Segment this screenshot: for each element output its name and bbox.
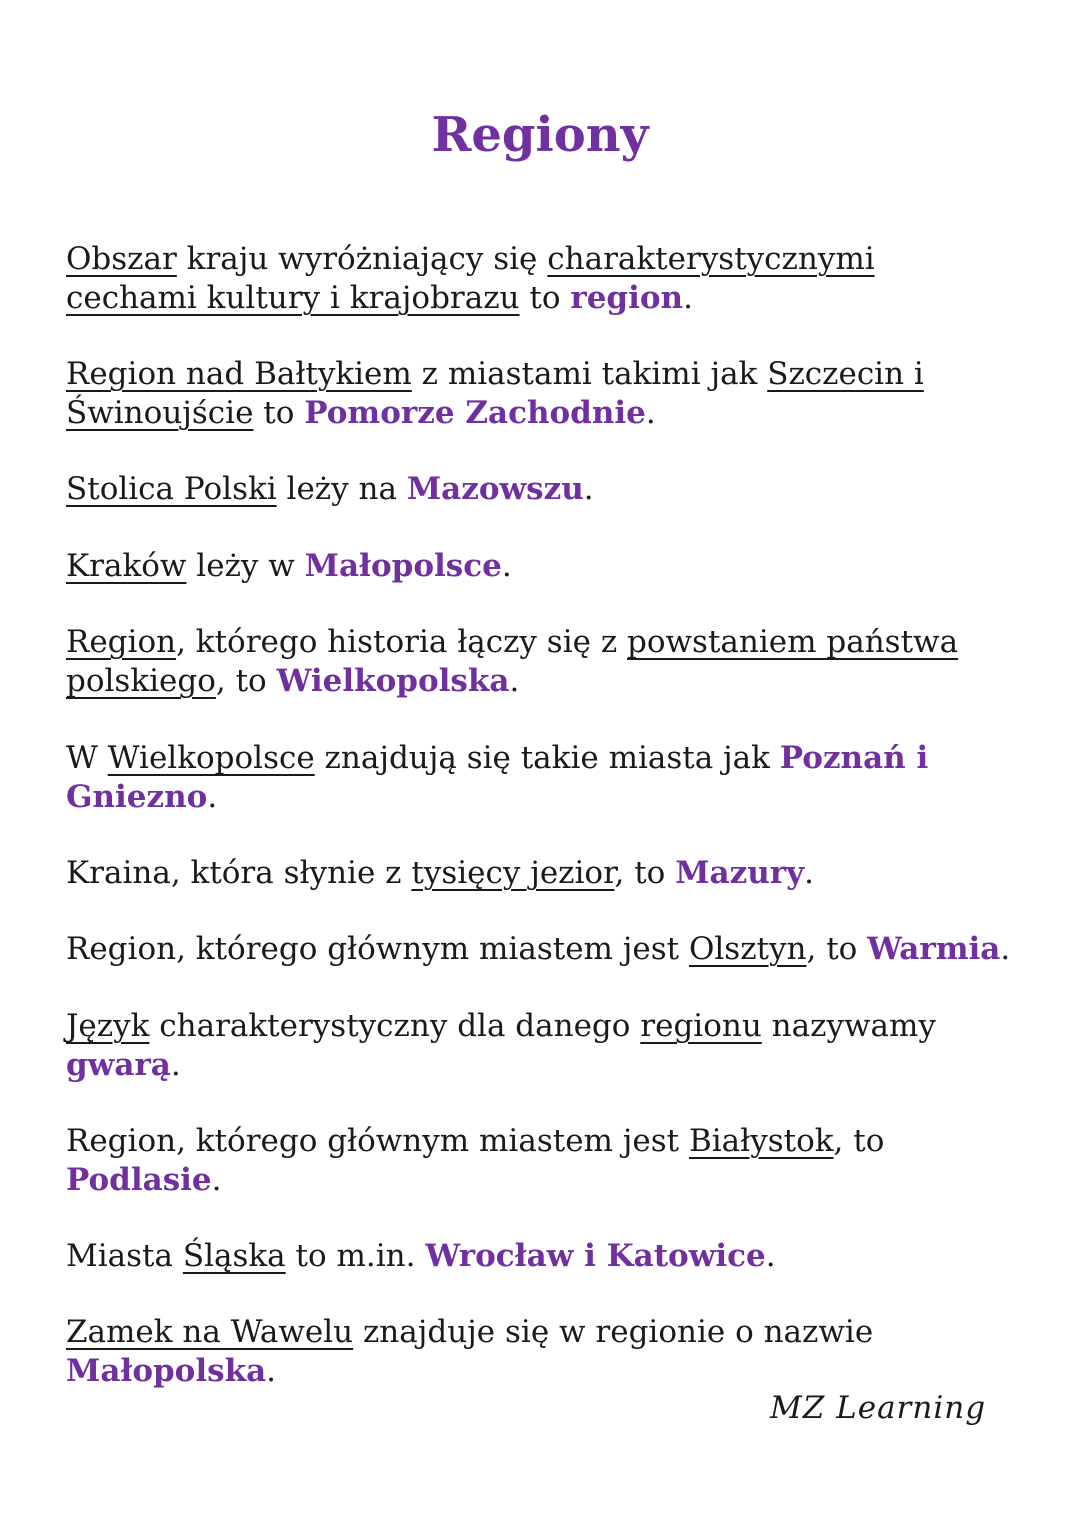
text-segment: . [765,1238,776,1274]
underlined-phrase: Olsztyn [688,931,807,967]
text-segment: charakterystyczny dla danego [149,1008,641,1044]
text-segment: Kraina, która słynie z [66,855,412,891]
text-segment: Miasta [66,1238,183,1274]
highlighted-term: Wielkopolska [276,663,510,699]
underlined-phrase: powstaniem państwa [627,624,959,660]
text-segment: . [509,663,520,699]
text-segment: , to [614,855,676,891]
text-segment: . [170,1047,181,1083]
paragraph-region-definition [66,240,1026,318]
highlighted-term: Małopolsce [304,548,502,584]
underlined-phrase: charakterystycznymi [547,241,875,277]
text-segment: leży na [276,471,407,507]
text-segment: . [683,280,693,316]
underlined-phrase: Szczecin i [767,356,924,392]
underlined-phrase: Język [66,1008,150,1044]
text-segment: . [1000,931,1011,967]
paragraph-wielkopolska [66,623,1026,701]
underlined-phrase: Region nad Bałtykiem [66,356,412,392]
text-segment: znajdują się takie miasta jak [314,740,780,776]
text-segment: Region, którego głównym miastem jest [66,931,689,967]
highlighted-term: Gniezno [66,779,208,815]
paragraph-podlasie [66,1122,1026,1200]
paragraph-wawel [66,1313,1026,1391]
signature-logo: MZ Learning [770,1390,987,1426]
text-segment: W [66,740,108,776]
text-segment: z miastami takimi jak [411,356,768,392]
text-segment: kraju wyróżniający się [176,241,548,277]
paragraph-slask [66,1237,1026,1276]
highlighted-term: Pomorze Zachodnie [304,395,646,431]
underlined-phrase: Wielkopolsce [107,740,315,776]
paragraph-mazowsze [66,470,1026,509]
text-segment: . [583,471,594,507]
highlighted-term: region [570,280,684,316]
highlighted-term: gwarą [66,1047,171,1083]
underlined-phrase: Stolica Polski [66,471,277,507]
paragraph-mazury [66,854,1026,893]
paragraph-wielkopolska-cities [66,739,1026,817]
text-segment: , którego historia łączy się z [176,624,628,660]
text-segment: . [501,548,512,584]
underlined-phrase: Zamek na Wawelu [66,1314,354,1350]
text-segment: leży w [186,548,305,584]
highlighted-term: Małopolska [66,1353,267,1389]
paragraph-pomorze-zachodnie [66,355,1026,433]
highlighted-term: Wrocław i Katowice [425,1238,766,1274]
text-segment: . [207,779,218,815]
paragraph-warmia [66,930,1026,969]
underlined-phrase: regionu [640,1008,762,1044]
underlined-phrase: Białystok [688,1123,834,1159]
underlined-phrase: cechami kultury i krajobrazu [66,280,520,316]
page-title: Regiony [431,107,649,163]
underlined-phrase: tysięcy jezior [411,855,615,891]
text-segment: . [266,1353,277,1389]
underlined-phrase: polskiego [66,663,216,699]
text-segment: , to [806,931,868,967]
paragraph-gwara [66,1007,1026,1085]
highlighted-term: Podlasie [66,1162,212,1198]
text-segment: to [253,395,305,431]
text-segment: , to [215,663,277,699]
underlined-phrase: Obszar [66,241,177,277]
text-segment: . [804,855,814,891]
underlined-phrase: Kraków [66,548,187,584]
text-segment: nazywamy [761,1008,936,1044]
text-segment: to m.in. [285,1238,426,1274]
text-segment: . [211,1162,222,1198]
underlined-phrase: Region [66,624,177,660]
text-segment: . [645,395,656,431]
highlighted-term: Poznań i [779,740,929,776]
highlighted-term: Mazury [675,855,805,891]
highlighted-term: Mazowszu [406,471,584,507]
text-segment: to [519,280,571,316]
underlined-phrase: Śląska [182,1238,286,1274]
text-segment: , to [833,1123,885,1159]
underlined-phrase: Świnoujście [66,395,254,431]
highlighted-term: Warmia [867,931,1001,967]
text-segment: znajduje się w regionie o nazwie [353,1314,874,1350]
paragraph-malopolska-krakow [66,547,1026,586]
text-segment: Region, którego głównym miastem jest [66,1123,689,1159]
